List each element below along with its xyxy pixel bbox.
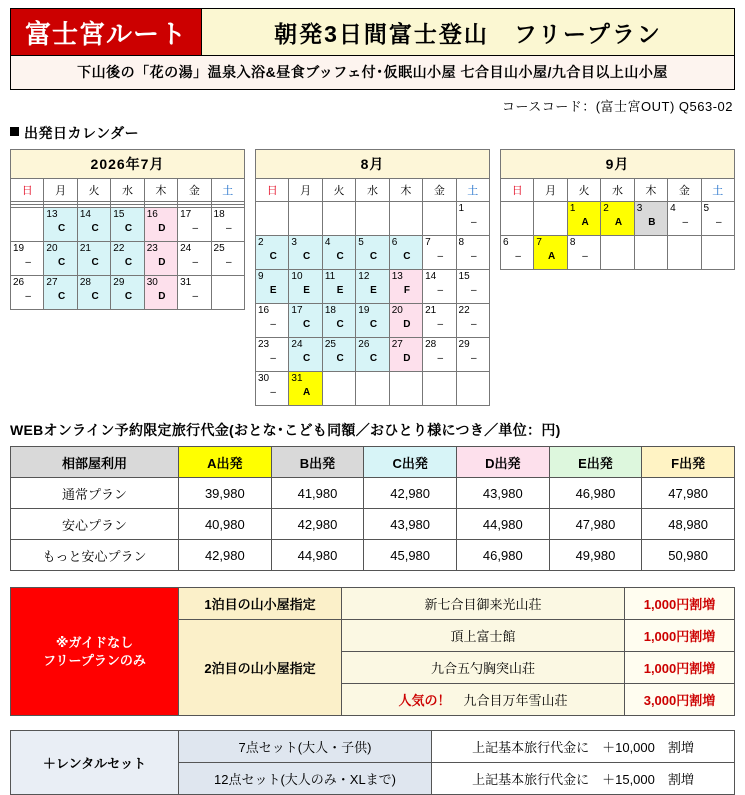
calendar-dow: 水 — [111, 179, 144, 202]
calendar-day-number: 17 — [291, 305, 303, 316]
calendar-day-number: 29 — [113, 277, 125, 288]
price-column-header: D出発 — [456, 447, 549, 478]
calendar-day-cell[interactable] — [423, 270, 456, 304]
calendar-month-label: 9月 — [501, 150, 735, 179]
popular-tag: 人気の！ — [398, 693, 451, 708]
price-column-header: A出発 — [179, 447, 272, 478]
calendar-day-mark: – — [192, 291, 199, 302]
rental-set-name[interactable]: 7点セット(大人・子供) — [179, 731, 432, 763]
calendar-day-cell[interactable] — [322, 236, 355, 270]
price-cell: 48,980 — [642, 509, 735, 540]
calendar-day-mark: C — [336, 319, 344, 330]
calendar-day-cell[interactable] — [389, 270, 422, 304]
calendar-day-number: 15 — [113, 209, 125, 220]
calendar-day-cell[interactable] — [456, 304, 489, 338]
calendar-day-cell[interactable] — [567, 236, 600, 270]
calendar-day-mark: – — [25, 257, 31, 268]
calendar-day-mark: C — [303, 353, 311, 364]
calendar-day-number: 26 — [358, 339, 370, 350]
calendar-day-mark: – — [470, 353, 477, 364]
calendar-day-mark: C — [336, 353, 344, 364]
calendar-day-number: 28 — [79, 277, 91, 288]
header-banner — [10, 8, 735, 56]
calendar-day-cell[interactable] — [77, 242, 110, 276]
calendar-day-number: 22 — [458, 305, 470, 316]
table-row — [11, 731, 735, 763]
calendar-empty-cell — [322, 372, 355, 406]
calendar-empty-cell — [668, 236, 701, 270]
calendar-day-cell[interactable] — [356, 270, 389, 304]
calendar-day-mark: A — [614, 217, 623, 228]
calendar-day-number: 22 — [113, 243, 125, 254]
calendar-day-cell[interactable] — [456, 202, 489, 236]
calendar-dow: 木 — [144, 179, 177, 202]
calendar-day-cell[interactable] — [356, 236, 389, 270]
calendar-day-cell[interactable] — [389, 304, 422, 338]
calendar-dow: 日 — [501, 179, 534, 202]
calendar-empty-cell — [211, 276, 244, 310]
calendar-dow: 土 — [701, 179, 734, 202]
calendar-day-mark: C — [58, 257, 66, 268]
price-cell: 49,980 — [549, 540, 642, 571]
table-row — [11, 588, 735, 620]
calendar-day-cell[interactable] — [701, 202, 734, 236]
price-column-header: B出発 — [271, 447, 364, 478]
calendar-empty-cell — [501, 202, 534, 236]
calendar-day-mark: D — [403, 319, 411, 330]
price-corner-label: 相部屋利用 — [11, 447, 179, 478]
hut-surcharge: 1,000円割増 — [625, 652, 735, 684]
calendar-day-number: 1 — [458, 203, 465, 214]
table-row — [11, 478, 735, 509]
calendar-day-mark: D — [158, 257, 166, 268]
calendar-day-number: 19 — [13, 243, 25, 254]
price-cell: 43,980 — [364, 509, 457, 540]
calendar-day-number: 15 — [458, 271, 470, 282]
calendar-day-number: 25 — [324, 339, 336, 350]
hut-selection-table — [10, 587, 735, 716]
price-cell: 46,980 — [549, 478, 642, 509]
rental-label: ＋レンタルセット — [11, 731, 179, 795]
price-cell: 44,980 — [456, 509, 549, 540]
calendar-empty-cell — [389, 202, 422, 236]
calendar-empty-cell — [256, 202, 289, 236]
calendar-day-cell[interactable] — [356, 304, 389, 338]
calendar-day-number: 7 — [536, 237, 542, 248]
price-row-label: 安心プラン — [11, 509, 179, 540]
calendar-day-number: 27 — [46, 277, 58, 288]
calendar-day-cell[interactable] — [501, 236, 534, 270]
calendar-day-cell[interactable] — [144, 276, 177, 310]
table-row — [11, 509, 735, 540]
calendar-day-cell[interactable] — [534, 236, 567, 270]
calendar-day-mark: C — [124, 257, 133, 268]
calendar-day-cell[interactable] — [111, 242, 144, 276]
calendar-month — [500, 149, 735, 270]
calendar-day-cell[interactable] — [256, 338, 289, 372]
calendar-day-mark: C — [91, 257, 99, 268]
calendar-day-cell[interactable] — [289, 338, 322, 372]
calendar-day-number: 31 — [291, 373, 303, 384]
calendar-day-cell[interactable] — [634, 202, 667, 236]
calendar-dow: 金 — [423, 179, 456, 202]
price-cell: 47,980 — [642, 478, 735, 509]
calendar-day-mark: C — [303, 251, 311, 262]
calendar-day-number: 3 — [636, 203, 643, 214]
calendar-day-cell[interactable] — [44, 276, 77, 310]
calendar-dow: 木 — [389, 179, 422, 202]
price-cell: 47,980 — [549, 509, 642, 540]
calendar-day-cell[interactable] — [256, 372, 289, 406]
calendar-day-number: 2 — [603, 203, 609, 214]
price-cell: 50,980 — [642, 540, 735, 571]
hut-name[interactable]: 新七合目御来光山荘 — [342, 588, 625, 620]
calendar-day-number: 20 — [46, 243, 58, 254]
calendar-day-mark: C — [58, 223, 66, 234]
calendar-day-number: 12 — [358, 271, 370, 282]
calendar-dow: 土 — [456, 179, 489, 202]
calendar-day-mark: – — [582, 251, 588, 262]
calendar-day-cell[interactable] — [423, 338, 456, 372]
calendar-day-number: 5 — [358, 237, 364, 248]
hut-surcharge: 1,000円割増 — [625, 620, 735, 652]
calendar-day-number: 20 — [391, 305, 403, 316]
calendar-day-number: 5 — [703, 203, 710, 214]
calendar-day-cell[interactable] — [423, 236, 456, 270]
calendar-empty-cell — [423, 372, 456, 406]
calendar-day-number: 18 — [213, 209, 225, 220]
calendar-day-cell[interactable] — [289, 372, 322, 406]
calendar-day-mark: E — [303, 285, 310, 296]
calendar-day-mark: A — [303, 387, 311, 398]
calendar-day-number: 17 — [180, 209, 192, 220]
bullet-square-icon — [10, 127, 19, 136]
calendar-day-number: 30 — [146, 277, 158, 288]
price-table — [10, 446, 735, 571]
calendar-day-mark: – — [682, 217, 689, 228]
calendar-day-number: 8 — [458, 237, 465, 248]
rental-set-price: 上記基本旅行代金に ＋15,000 割増 — [432, 763, 735, 795]
calendar-empty-cell — [356, 372, 389, 406]
calendar-day-mark: – — [715, 217, 722, 228]
calendar-day-cell[interactable] — [144, 208, 177, 242]
calendar-dow: 水 — [356, 179, 389, 202]
hut-name[interactable]: 九合五勺胸突山荘 — [342, 652, 625, 684]
price-column-header: C出発 — [364, 447, 457, 478]
calendar-day-cell[interactable] — [389, 338, 422, 372]
price-cell: 45,980 — [364, 540, 457, 571]
calendar-day-mark: E — [370, 285, 377, 296]
calendar-dow: 金 — [668, 179, 701, 202]
calendar-day-mark: – — [470, 217, 477, 228]
calendar-day-cell[interactable] — [111, 276, 144, 310]
calendar-day-cell[interactable] — [256, 236, 289, 270]
calendar-day-number: 16 — [258, 305, 270, 316]
calendar-empty-cell — [456, 372, 489, 406]
guide-note: ※ガイドなし フリープランのみ — [11, 588, 179, 716]
calendar-day-cell[interactable] — [322, 304, 355, 338]
calendar-day-mark: – — [437, 319, 444, 330]
calendar-day-mark: C — [369, 319, 378, 330]
calendar-empty-cell — [701, 236, 734, 270]
calendar-day-mark: D — [158, 291, 166, 302]
calendar-day-number: 1 — [569, 203, 576, 214]
calendar-day-cell[interactable] — [11, 242, 44, 276]
calendar-day-number: 18 — [324, 305, 336, 316]
calendar-day-mark: B — [648, 217, 656, 228]
calendar-day-mark: C — [403, 251, 411, 262]
calendar-empty-cell — [534, 202, 567, 236]
calendar-empty-cell — [322, 202, 355, 236]
calendar-dow: 火 — [77, 179, 110, 202]
rental-set-name[interactable]: 12点セット(大人のみ・XLまで) — [179, 763, 432, 795]
calendar-day-mark: C — [369, 353, 378, 364]
calendar-day-number: 24 — [291, 339, 303, 350]
calendar-day-cell[interactable] — [456, 236, 489, 270]
calendar-day-cell[interactable] — [289, 270, 322, 304]
calendar-day-cell[interactable] — [567, 202, 600, 236]
calendar-day-number: 2 — [258, 237, 264, 248]
calendar-day-cell[interactable] — [668, 202, 701, 236]
calendar-day-number: 16 — [146, 209, 158, 220]
calendar-day-cell[interactable] — [601, 202, 634, 236]
calendar-day-cell[interactable] — [44, 242, 77, 276]
calendar-empty-cell — [634, 236, 667, 270]
hut-name[interactable]: 頂上富士館 — [342, 620, 625, 652]
calendar-dow: 木 — [634, 179, 667, 202]
calendar-day-cell[interactable] — [144, 242, 177, 276]
calendar-day-mark: C — [269, 251, 277, 262]
calendar-day-mark: – — [192, 223, 199, 234]
calendar-day-mark: – — [437, 251, 444, 262]
calendar-empty-cell — [356, 202, 389, 236]
calendar-day-number: 25 — [213, 243, 225, 254]
calendar-day-number: 4 — [670, 203, 676, 214]
calendar-empty-cell — [11, 208, 44, 242]
calendar-day-cell[interactable] — [178, 242, 211, 276]
calendar-day-cell[interactable] — [423, 304, 456, 338]
price-cell: 41,980 — [271, 478, 364, 509]
price-cell: 43,980 — [456, 478, 549, 509]
calendar-day-number: 19 — [358, 305, 370, 316]
calendar-empty-cell — [423, 202, 456, 236]
calendar-day-number: 6 — [391, 237, 398, 248]
calendar-day-cell[interactable] — [211, 208, 244, 242]
calendar-section-heading — [10, 123, 735, 143]
calendar-month-label: 8月 — [256, 150, 490, 179]
calendar-day-mark: A — [581, 217, 589, 228]
price-cell: 44,980 — [271, 540, 364, 571]
price-section-heading — [10, 420, 735, 440]
price-cell: 42,980 — [271, 509, 364, 540]
calendar-day-number: 7 — [425, 237, 431, 248]
calendar-day-mark: – — [470, 319, 477, 330]
calendar-day-mark: C — [303, 319, 311, 330]
calendar-day-cell[interactable] — [256, 270, 289, 304]
calendar-dow: 土 — [211, 179, 244, 202]
price-row-label: 通常プラン — [11, 478, 179, 509]
calendar-day-number: 13 — [46, 209, 58, 220]
calendar-day-cell[interactable] — [111, 208, 144, 242]
hut-name[interactable]: 人気の！ 九合目万年雪山荘 — [342, 684, 625, 716]
night-label: 2泊目の山小屋指定 — [179, 620, 342, 716]
calendar-day-mark: – — [192, 257, 199, 268]
calendar-day-number: 8 — [569, 237, 576, 248]
calendar-day-cell[interactable] — [256, 304, 289, 338]
hut-surcharge: 1,000円割増 — [625, 588, 735, 620]
calendar-day-mark: C — [124, 291, 133, 302]
calendar-day-cell[interactable] — [322, 270, 355, 304]
price-cell: 42,980 — [364, 478, 457, 509]
calendar-day-number: 13 — [391, 271, 403, 282]
course-code: コースコード：(富士宮OUT) Q563-02 — [501, 99, 733, 114]
header-subtitle: 下山後の「花の湯」温泉入浴&昼食ブッフェ付･仮眠山小屋 七合目山小屋/九合目以上山小屋 — [10, 56, 735, 90]
price-cell: 39,980 — [179, 478, 272, 509]
calendar-day-number: 31 — [180, 277, 192, 288]
calendar-day-number: 30 — [258, 373, 270, 384]
table-row — [11, 540, 735, 571]
calendar-day-cell[interactable] — [77, 208, 110, 242]
calendar-day-number: 9 — [258, 271, 264, 282]
calendar-day-mark: – — [270, 353, 276, 364]
calendar-dow: 火 — [322, 179, 355, 202]
calendar-day-number: 28 — [425, 339, 437, 350]
calendar-dow: 日 — [256, 179, 289, 202]
calendar-dow: 金 — [178, 179, 211, 202]
price-row-label: もっと安心プラン — [11, 540, 179, 571]
calendar-day-number: 4 — [324, 237, 331, 248]
calendar-day-cell[interactable] — [289, 304, 322, 338]
calendar-day-number: 3 — [291, 237, 297, 248]
calendar-day-mark: – — [515, 251, 521, 262]
price-column-header: F出発 — [642, 447, 735, 478]
calendar-day-mark: – — [470, 251, 477, 262]
calendar-dow: 火 — [567, 179, 600, 202]
calendar-day-mark: – — [25, 291, 31, 302]
calendar-day-cell[interactable] — [456, 338, 489, 372]
calendar-day-cell[interactable] — [322, 338, 355, 372]
calendar-day-cell[interactable] — [178, 208, 211, 242]
calendar-day-mark: C — [91, 291, 99, 302]
calendar-day-cell[interactable] — [11, 276, 44, 310]
calendar-dow: 月 — [534, 179, 567, 202]
night-label: 1泊目の山小屋指定 — [179, 588, 342, 620]
calendar-day-mark: – — [470, 285, 477, 296]
calendar-empty-cell — [389, 372, 422, 406]
calendar-day-cell[interactable] — [289, 236, 322, 270]
price-cell: 40,980 — [179, 509, 272, 540]
calendar-day-cell[interactable] — [77, 276, 110, 310]
calendar-day-mark: – — [225, 223, 232, 234]
hut-surcharge: 3,000円割増 — [625, 684, 735, 716]
calendar-day-mark: C — [124, 223, 133, 234]
calendar-day-cell[interactable] — [44, 208, 77, 242]
calendar-day-mark: C — [91, 223, 99, 234]
calendar-day-number: 6 — [503, 237, 509, 248]
price-column-header: E出発 — [549, 447, 642, 478]
calendar-day-cell[interactable] — [389, 236, 422, 270]
calendar-day-cell[interactable] — [456, 270, 489, 304]
calendar-day-number: 23 — [258, 339, 270, 350]
rental-set-price: 上記基本旅行代金に ＋10,000 割増 — [432, 731, 735, 763]
calendar-day-number: 14 — [425, 271, 437, 282]
calendar-row — [10, 149, 735, 406]
calendar-dow: 月 — [44, 179, 77, 202]
calendar-day-cell[interactable] — [211, 242, 244, 276]
calendar-day-mark: D — [403, 353, 411, 364]
calendar-month-label: 2026年7月 — [11, 150, 245, 179]
calendar-day-mark: F — [403, 285, 410, 296]
calendar-day-number: 27 — [391, 339, 403, 350]
calendar-day-mark: – — [437, 353, 444, 364]
calendar-day-mark: C — [336, 251, 344, 262]
page-title: 朝発3日間富士登山 フリープラン — [202, 9, 734, 55]
calendar-day-cell[interactable] — [356, 338, 389, 372]
calendar-day-mark: C — [58, 291, 66, 302]
calendar-day-mark: C — [369, 251, 378, 262]
calendar-day-number: 21 — [425, 305, 437, 316]
calendar-day-mark: E — [336, 285, 344, 296]
calendar-day-mark: – — [270, 387, 276, 398]
calendar-empty-cell — [289, 202, 322, 236]
calendar-day-cell[interactable] — [178, 276, 211, 310]
calendar-dow: 水 — [601, 179, 634, 202]
calendar-day-number: 24 — [180, 243, 192, 254]
price-heading-text: WEBオンライン予約限定旅行代金(おとな･こども同額／おひとり様につき／単位：円) — [10, 422, 561, 438]
calendar-dow: 月 — [289, 179, 322, 202]
calendar-day-number: 26 — [13, 277, 25, 288]
calendar-empty-cell — [601, 236, 634, 270]
calendar-day-mark: D — [158, 223, 166, 234]
calendar-day-number: 10 — [291, 271, 303, 282]
calendar-day-mark: – — [270, 319, 276, 330]
calendar-heading-text: 出発日カレンダー — [24, 125, 140, 141]
price-cell: 42,980 — [179, 540, 272, 571]
calendar-day-number: 21 — [79, 243, 91, 254]
route-badge: 富士宮ルート — [11, 9, 202, 55]
calendar-day-number: 23 — [146, 243, 158, 254]
calendar-day-number: 29 — [458, 339, 470, 350]
calendar-day-number: 11 — [324, 271, 336, 282]
calendar-day-mark: A — [548, 251, 556, 262]
calendar-day-number: 14 — [79, 209, 91, 220]
calendar-month — [10, 149, 245, 310]
calendar-day-mark: – — [437, 285, 444, 296]
calendar-dow: 日 — [11, 179, 44, 202]
price-cell: 46,980 — [456, 540, 549, 571]
calendar-day-mark: E — [269, 285, 277, 296]
calendar-day-mark: – — [225, 257, 232, 268]
calendar-month — [255, 149, 490, 406]
